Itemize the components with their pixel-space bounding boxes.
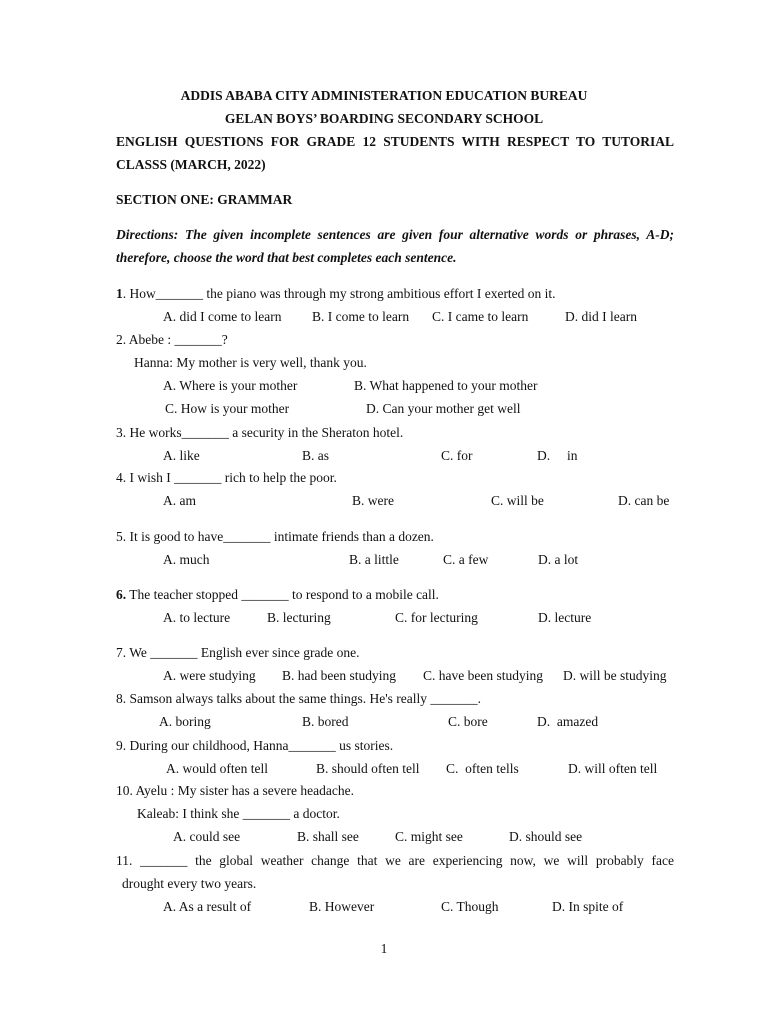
question-stem-continued: Hanna: My mother is very well, thank you. xyxy=(134,355,367,370)
question-number: 1 xyxy=(116,286,123,301)
option-c: C. Though xyxy=(441,899,499,914)
option-d: D. lecture xyxy=(538,610,592,625)
question-5 xyxy=(116,529,434,545)
option-a: A. did I come to learn xyxy=(163,309,282,324)
section-title: SECTION ONE: GRAMMAR xyxy=(116,192,293,207)
header-line-3: ENGLISH QUESTIONS FOR GRADE 12 STUDENTS WITH RESPECT TO TUTORIAL xyxy=(116,134,674,149)
question-2 xyxy=(116,332,228,348)
question-number: 10. xyxy=(116,783,133,798)
question-number: 5. xyxy=(116,529,127,544)
question-stem: We _______ English ever since grade one. xyxy=(129,645,360,660)
option-a: A. much xyxy=(163,552,210,567)
question-stem: . How_______ the piano was through my strong ambitious effort I exerted on it. xyxy=(122,286,556,301)
question-stem-continued: drought every two years. xyxy=(122,876,257,891)
option-b: B. However xyxy=(309,899,375,914)
option-d: D. a lot xyxy=(538,552,579,567)
question-stem: The teacher stopped _______ to respond to a mobile call. xyxy=(129,587,439,602)
option-c: C. a few xyxy=(443,552,489,567)
option-a: A. were studying xyxy=(163,668,256,683)
option-c: C. How is your mother xyxy=(165,401,290,416)
question-10 xyxy=(116,783,354,799)
question-11 xyxy=(116,853,674,869)
option-a: A. am xyxy=(163,493,196,508)
option-b: B. I come to learn xyxy=(312,309,410,324)
question-stem-continued: Kaleab: I think she _______ a doctor. xyxy=(137,806,340,821)
question-3 xyxy=(116,425,403,441)
question-number: 8. xyxy=(116,691,127,706)
question-number: 9. xyxy=(116,738,127,753)
option-a: A. would often tell xyxy=(166,761,268,776)
question-number: 2. xyxy=(116,332,127,347)
option-b: B. had been studying xyxy=(282,668,396,683)
option-b: B. should often tell xyxy=(316,761,420,776)
option-c: C. I came to learn xyxy=(432,309,529,324)
question-number: 6. xyxy=(116,587,127,602)
question-7 xyxy=(116,645,359,661)
question-stem: During our childhood, Hanna_______ us stories. xyxy=(129,738,394,753)
option-b: B. What happened to your mother xyxy=(354,378,538,393)
option-c: C. for xyxy=(441,448,473,463)
option-b: B. lecturing xyxy=(267,610,331,625)
page-number: 1 xyxy=(380,941,388,956)
option-d: D. in xyxy=(537,448,578,463)
option-d: D. amazed xyxy=(537,714,599,729)
option-b: B. shall see xyxy=(297,829,359,844)
option-c: C. often tells xyxy=(446,761,519,776)
directions-line-1: Directions: The given incomplete sentences are given four alternative words or phrases, A-D; xyxy=(116,227,674,242)
option-c: C. have been studying xyxy=(423,668,543,683)
question-stem: _______ the global weather change that we are experiencing now, we will probably face xyxy=(140,853,674,868)
option-d: D. will often tell xyxy=(568,761,658,776)
option-c: C. bore xyxy=(448,714,488,729)
option-d: D. Can your mother get well xyxy=(366,401,521,416)
option-a: A. As a result of xyxy=(163,899,252,914)
question-stem: Abebe : _______? xyxy=(128,332,228,347)
option-d: D. should see xyxy=(509,829,583,844)
option-c: C. will be xyxy=(491,493,544,508)
option-a: A. Where is your mother xyxy=(163,378,298,393)
question-8 xyxy=(116,691,481,707)
question-number: 3. xyxy=(116,425,127,440)
option-a: A. could see xyxy=(173,829,241,844)
question-stem: He works_______ a security in the Sheraton hotel. xyxy=(129,425,404,440)
question-stem: Ayelu : My sister has a severe headache. xyxy=(135,783,354,798)
directions-line-2: therefore, choose the word that best completes each sentence. xyxy=(116,250,457,265)
question-6 xyxy=(116,587,439,603)
option-d: D. did I learn xyxy=(565,309,637,324)
question-4 xyxy=(116,470,337,486)
option-d: D. will be studying xyxy=(563,668,667,683)
option-b: B. bored xyxy=(302,714,349,729)
option-d: D. In spite of xyxy=(552,899,624,914)
option-d: D. can be xyxy=(618,493,670,508)
option-c: C. for lecturing xyxy=(395,610,478,625)
header-line-1: ADDIS ABABA CITY ADMINISTERATION EDUCATION BUREAU xyxy=(180,88,588,103)
question-1 xyxy=(116,286,556,302)
question-stem: I wish I _______ rich to help the poor. xyxy=(129,470,337,485)
option-a: A. to lecture xyxy=(163,610,231,625)
option-a: A. like xyxy=(163,448,200,463)
header-line-4: CLASSS (MARCH, 2022) xyxy=(116,157,266,172)
question-stem: It is good to have_______ intimate friends than a dozen. xyxy=(129,529,434,544)
question-number: 4. xyxy=(116,470,127,485)
question-stem: Samson always talks about the same things. He's really _______. xyxy=(129,691,482,706)
option-c: C. might see xyxy=(395,829,463,844)
question-number: 11. xyxy=(116,853,133,868)
option-b: B. were xyxy=(352,493,394,508)
option-b: B. a little xyxy=(349,552,399,567)
question-number: 7. xyxy=(116,645,127,660)
question-9 xyxy=(116,738,393,754)
option-b: B. as xyxy=(302,448,329,463)
header-line-2: GELAN BOYS’ BOARDING SECONDARY SCHOOL xyxy=(224,111,544,126)
option-a: A. boring xyxy=(159,714,211,729)
